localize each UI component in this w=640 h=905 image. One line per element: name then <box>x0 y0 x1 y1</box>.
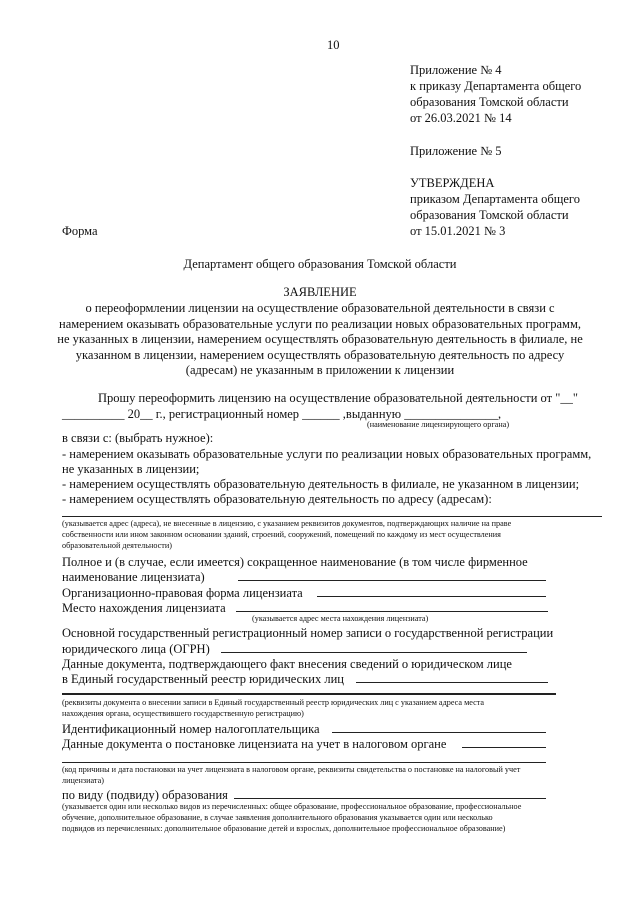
request-note: (наименование лицензирующего органа) <box>367 420 510 429</box>
full-name-label-b: наименование лицензиата) <box>62 570 205 584</box>
full-name-input-line[interactable] <box>238 580 546 581</box>
approved-line2: образования Томской области <box>410 208 569 222</box>
appendix4-line3: от 26.03.2021 № 14 <box>410 111 512 125</box>
ogrn-input-line[interactable] <box>221 652 527 653</box>
edu-type-label: по виду (подвиду) образования <box>62 788 228 802</box>
reason-2: - намерением осуществлять образовательную деятельность в филиале, не указанном в лицензии; <box>62 477 580 491</box>
subtitle-line-2: намерением оказывать образовательные услуги по реализации новых образовательных программ, <box>59 317 581 331</box>
approved-title: УТВЕРЖДЕНА <box>410 176 495 190</box>
address-note-3: образовательной деятельности) <box>62 541 172 550</box>
address-note-1: (указывается адрес (адреса), не внесенные в лицензию, с указанием реквизитов документов, подтверждающих наличие на праве <box>62 519 512 528</box>
egrul-label-b: в Единый государственный реестр юридических лиц <box>62 672 344 686</box>
ogrn-label-b: юридического лица (ОГРН) <box>62 642 210 656</box>
form-label: Форма <box>62 224 98 238</box>
tax-note-1: (код причины и дата постановки на учет лицензиата в налоговом органе, реквизиты свидетельства о постановке на налоговый учет <box>62 765 521 774</box>
request-line-1: Прошу переоформить лицензию на осуществление образовательной деятельности от "__" <box>98 391 578 405</box>
request-line-2: __________ 20__ г., регистрационный номер ______ ,выданную _______________, <box>62 407 502 421</box>
egrul-input-line-2[interactable] <box>62 693 556 695</box>
full-name-label-a: Полное и (в случае, если имеется) сокращенное наименование (в том числе фирменное <box>62 555 528 569</box>
edu-type-input-line[interactable] <box>234 798 546 799</box>
location-note: (указывается адрес места нахождения лицензиата) <box>252 614 429 623</box>
reason-1a: - намерением оказывать образовательные услуги по реализации новых образовательных программ, <box>62 447 592 461</box>
tax-reg-input-line[interactable] <box>462 747 546 748</box>
appendix4-line1: к приказу Департамента общего <box>410 79 582 93</box>
legal-form-input-line[interactable] <box>317 596 546 597</box>
legal-form-label: Организационно-правовая форма лицензиата <box>62 586 303 600</box>
location-label: Место нахождения лицензиата <box>62 601 226 615</box>
appendix4-title: Приложение № 4 <box>410 63 502 77</box>
egrul-note-1: (реквизиты документа о внесении записи в Единый государственный реестр юридических лиц с указанием адреса места <box>62 698 485 707</box>
edu-note-3: подвидов из перечисленных: дополнительное образование детей и взрослых, дополнительное профессиональное образование) <box>62 824 506 833</box>
appendix4-line2: образования Томской области <box>410 95 569 109</box>
egrul-label-a: Данные документа, подтверждающего факт внесения сведений о юридическом лице <box>62 657 512 671</box>
doc-title: ЗАЯВЛЕНИЕ <box>283 285 357 299</box>
page-number: 10 <box>327 38 340 52</box>
edu-note-2: обучение, дополнительное образование, в случае заявления дополнительного образования указывается один или несколько <box>62 813 493 822</box>
subtitle-line-1: о переоформлении лицензии на осуществление образовательной деятельности в связи с <box>85 301 555 315</box>
inn-label: Идентификационный номер налогоплательщика <box>62 722 320 736</box>
tax-reg-input-line-2[interactable] <box>62 762 546 763</box>
tax-reg-label: Данные документа о постановке лицензиата на учет в налоговом органе <box>62 737 447 751</box>
edu-note-1: (указывается один или несколько видов из перечисленных: общее образование, профессиональное образование, профессиональное <box>62 802 522 811</box>
address-input-line[interactable] <box>62 516 602 517</box>
address-note-2: собственности или ином законном основании зданий, строений, сооружений, помещений по каждому из мест осуществления <box>62 530 501 539</box>
approved-line1: приказом Департамента общего <box>410 192 580 206</box>
approved-line3: от 15.01.2021 № 3 <box>410 224 506 238</box>
inn-input-line[interactable] <box>332 732 546 733</box>
ogrn-label-a: Основной государственный регистрационный номер записи о государственной регистрации <box>62 626 554 640</box>
subtitle-line-5: (адресам) не указанным в приложении к лицензии <box>185 363 455 377</box>
subtitle-line-3: не указанных в лицензии, намерением осуществлять образовательную деятельность в филиале, не <box>57 332 583 346</box>
egrul-note-2: нахождения органа, осуществившего государственную регистрацию) <box>62 709 304 718</box>
egrul-input-line[interactable] <box>356 682 548 683</box>
subtitle-line-4: указанном в лицензии, намерением осуществлять образовательную деятельность по адресу <box>75 348 565 362</box>
department-name: Департамент общего образования Томской области <box>183 257 457 271</box>
reasons-intro: в связи с: (выбрать нужное): <box>62 431 214 445</box>
tax-note-2: лицензиата) <box>62 776 104 785</box>
reason-3: - намерением осуществлять образовательную деятельность по адресу (адресам): <box>62 492 492 506</box>
appendix5-title: Приложение № 5 <box>410 144 502 158</box>
reason-1b: не указанных в лицензии; <box>62 462 200 476</box>
location-input-line[interactable] <box>236 611 548 612</box>
